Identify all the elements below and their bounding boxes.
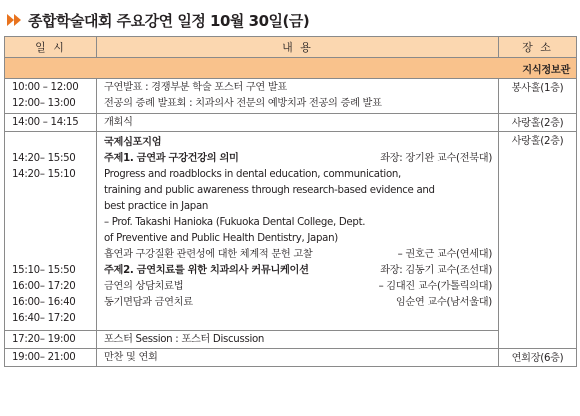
table-row: [5, 331, 577, 349]
time-text: 16:40– 17:20: [12, 313, 76, 324]
content-cell: [97, 79, 499, 114]
content-cell: [97, 349, 499, 367]
header-place: 장 소: [499, 37, 577, 58]
talk-speaker: 임순연 교수(남서울대): [395, 297, 492, 308]
talk-row: [104, 279, 498, 295]
item-text: 만찬 및 연회: [104, 352, 158, 363]
session-title: 주제2. 금연치료를 위한 치과의사 커뮤니케이션: [104, 265, 309, 276]
talk-title: 금연의 상담치료법: [104, 281, 184, 292]
item-text: 포스터 Session : 포스터 Discussion: [104, 334, 265, 345]
talk-line: Progress and roadblocks in dental education, communication,: [104, 169, 401, 180]
header-date-time: 일 시: [5, 37, 97, 58]
time-text: 12:00– 13:00: [12, 98, 76, 109]
time-text: 15:10– 15:50: [12, 265, 76, 276]
talk-title: 동기면담과 금연치료: [104, 297, 193, 308]
time-cell: [5, 349, 97, 367]
session-heading: [104, 263, 498, 279]
place-cell: 봉사홀(1층): [499, 79, 577, 114]
talk-line: of Preventive and Public Health Dentistry, Japan): [104, 233, 338, 244]
talk-title: 흡연과 구강질환 관련성에 대한 체계적 문헌 고찰: [104, 249, 313, 260]
session-chair: 좌장: 장기완 교수(전북대): [380, 153, 492, 164]
content-cell: [97, 331, 499, 349]
title-row: [6, 9, 309, 31]
talk-speaker: – 김대진 교수(가톨릭의대): [378, 281, 492, 292]
session-heading: [104, 151, 498, 167]
header-content: 내 용: [97, 37, 499, 58]
header-row: [5, 37, 577, 58]
place-cell: 사랑홀(2층): [499, 132, 577, 349]
session-title: 주제1. 금연과 구강건강의 의미: [104, 153, 239, 164]
item-text: 구연발표 : 경쟁부분 학술 포스터 구연 발표: [104, 82, 287, 93]
table-row: [5, 79, 577, 114]
session-chair: 좌장: 김동기 교수(조선대): [380, 265, 492, 276]
time-cell: [5, 132, 97, 331]
place-cell: 연회장(6층): [499, 349, 577, 367]
place-cell: 사랑홀(2층): [499, 114, 577, 132]
schedule-table: [4, 36, 577, 367]
time-text: 14:20– 15:10: [12, 169, 76, 180]
time-text: 16:00– 16:40: [12, 297, 76, 308]
symposium-title: 국제심포지엄: [104, 137, 162, 148]
time-text: 10:00 – 12:00: [12, 82, 79, 93]
talk-line: training and public awareness through research-based evidence and: [104, 185, 435, 196]
section-row: [5, 58, 577, 79]
content-cell: [97, 114, 499, 132]
double-arrow-icon: [6, 12, 24, 28]
table-row: [5, 349, 577, 367]
time-cell: [5, 114, 97, 132]
talk-line: – Prof. Takashi Hanioka (Fukuoka Dental College, Dept.: [104, 217, 366, 228]
time-text: 19:00– 21:00: [12, 352, 76, 363]
time-cell: [5, 331, 97, 349]
section-label: 지식정보관: [5, 58, 577, 79]
page-title: 종합학술대회 주요강연 일정 10월 30일(금): [28, 11, 310, 30]
time-text: 14:00 – 14:15: [12, 117, 79, 128]
talk-row: [104, 247, 498, 263]
time-text: 14:20– 15:50: [12, 153, 76, 164]
talk-row: [104, 295, 498, 311]
talk-line: best practice in Japan: [104, 201, 209, 212]
time-text: 16:00– 17:20: [12, 281, 76, 292]
item-text: 개회식: [104, 117, 133, 128]
item-text: 전공의 증례 발표회 : 치과의사 전문의 예방치과 전공의 증례 발표: [104, 98, 382, 109]
table-row: [5, 132, 577, 331]
content-cell: [97, 132, 499, 331]
talk-speaker: – 권호근 교수(연세대): [397, 249, 492, 260]
time-text: 17:20– 19:00: [12, 334, 76, 345]
time-cell: [5, 79, 97, 114]
table-row: [5, 114, 577, 132]
